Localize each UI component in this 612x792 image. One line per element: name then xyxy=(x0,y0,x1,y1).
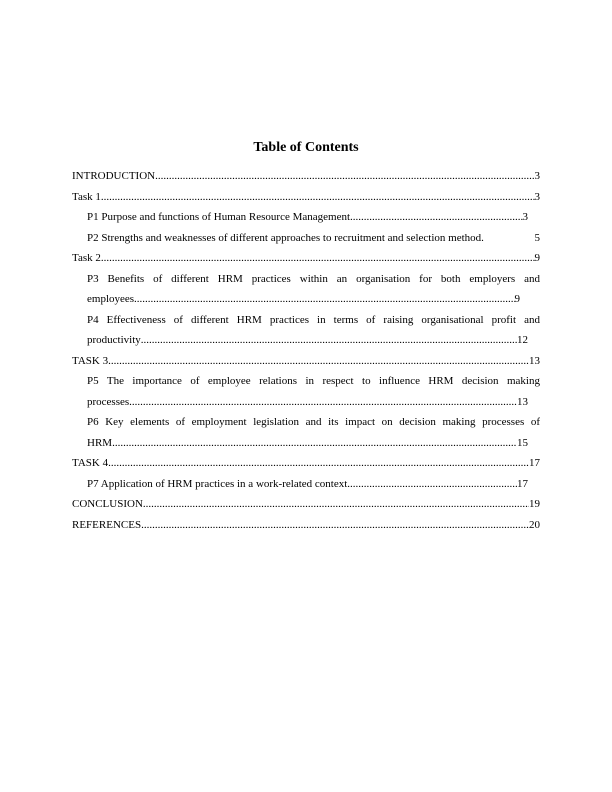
toc-entry-p1[interactable] xyxy=(87,207,540,228)
toc-entry-line2 xyxy=(87,330,540,351)
toc-entry-line2 xyxy=(87,289,540,310)
toc-entry-label: P2 Strengths and weaknesses of different approaches to recruitment and selection method. xyxy=(87,228,484,249)
toc-entry-label-line2: processes xyxy=(87,392,129,413)
toc-entry-page: 9 xyxy=(515,289,521,310)
toc-entry-conclusion[interactable] xyxy=(72,494,540,515)
toc-entry-label: INTRODUCTION xyxy=(72,166,155,187)
toc-entry-p5[interactable] xyxy=(87,371,540,412)
toc-entry-task-3[interactable] xyxy=(72,351,540,372)
dot-leader xyxy=(108,351,529,372)
toc-entry-task-2[interactable] xyxy=(72,248,540,269)
toc-entry-label-line1: P5 The importance of employee relations in respect to influence HRM decision making xyxy=(87,375,540,387)
toc-entry-label-line1: P6 Key elements of employment legislation and its impact on decision making processes of xyxy=(87,416,540,428)
toc-entry-page: 12 xyxy=(517,330,528,351)
dot-leader xyxy=(155,166,534,187)
toc-entry-label: CONCLUSION xyxy=(72,494,143,515)
toc-entry-p2[interactable] xyxy=(87,228,540,249)
dot-leader xyxy=(134,289,514,310)
dot-leader xyxy=(143,494,529,515)
toc-list xyxy=(72,166,540,535)
toc-entry-line2 xyxy=(87,433,540,454)
toc-entry-task-1[interactable] xyxy=(72,187,540,208)
toc-entry-page: 17 xyxy=(529,453,540,474)
toc-entry-page: 17 xyxy=(517,474,528,495)
toc-entry-p7[interactable] xyxy=(87,474,540,495)
toc-entry-page: 3 xyxy=(523,207,529,228)
toc-entry-label: Task 2 xyxy=(72,248,101,269)
toc-entry-task-4[interactable] xyxy=(72,453,540,474)
toc-entry-page: 9 xyxy=(535,248,541,269)
toc-entry-label: P7 Application of HRM practices in a work-related context xyxy=(87,474,347,495)
toc-entry-label: REFERENCES xyxy=(72,515,141,536)
toc-entry-p6[interactable] xyxy=(87,412,540,453)
toc-entry-page: 3 xyxy=(535,187,541,208)
dot-leader xyxy=(112,433,517,454)
toc-entry-page: 20 xyxy=(529,515,540,536)
dot-leader xyxy=(141,330,517,351)
toc-entry-page: 3 xyxy=(535,166,541,187)
dot-leader xyxy=(101,187,535,208)
toc-entry-p3[interactable] xyxy=(87,269,540,310)
toc-entry-page: 15 xyxy=(517,433,528,454)
toc-entry-label-line2: employees xyxy=(87,289,134,310)
dot-leader xyxy=(141,515,529,536)
toc-entry-p4[interactable] xyxy=(87,310,540,351)
dot-leader xyxy=(101,248,535,269)
toc-entry-page: 13 xyxy=(529,351,540,372)
toc-entry-page: 13 xyxy=(517,392,528,413)
toc-entry-line2 xyxy=(87,392,540,413)
dot-leader xyxy=(350,207,522,228)
toc-entry-page: 19 xyxy=(529,494,540,515)
toc-entry-label: P1 Purpose and functions of Human Resource Management xyxy=(87,207,350,228)
dot-leader xyxy=(347,474,517,495)
toc-entry-references[interactable] xyxy=(72,515,540,536)
toc-title: Table of Contents xyxy=(253,140,359,155)
toc-entry-page: 5 xyxy=(535,228,541,249)
toc-entry-label-line1: P4 Effectiveness of different HRM practices in terms of raising organisational profit and xyxy=(87,313,540,326)
toc-entry-label-line2: productivity xyxy=(87,330,141,351)
toc-entry-label: TASK 4 xyxy=(72,453,108,474)
toc-entry-label: TASK 3 xyxy=(72,351,108,372)
dot-leader xyxy=(129,392,517,413)
toc-entry-introduction[interactable] xyxy=(72,166,540,187)
toc-entry-label-line2: HRM xyxy=(87,433,112,454)
dot-leader xyxy=(108,453,529,474)
toc-entry-label-line1: P3 Benefits of different HRM practices within an organisation for both employers and xyxy=(87,272,540,285)
toc-entry-label: Task 1 xyxy=(72,187,101,208)
